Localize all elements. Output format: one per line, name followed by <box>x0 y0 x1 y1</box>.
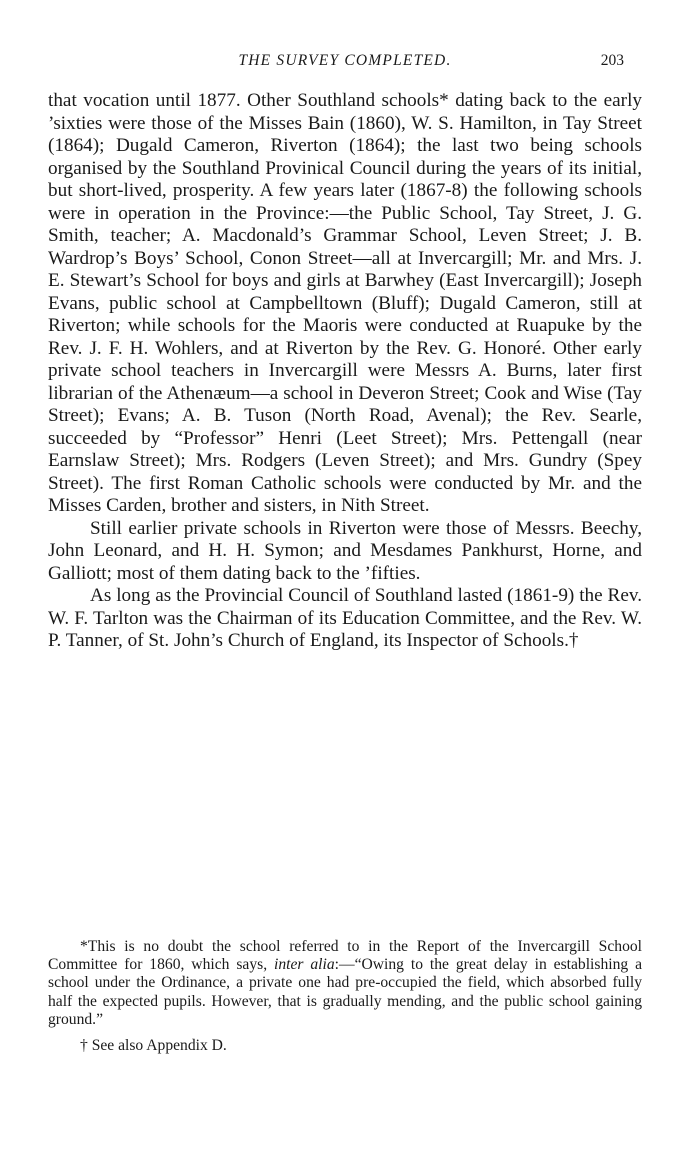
footnotes <box>48 938 642 1055</box>
running-title: THE SURVEY COMPLETED. <box>238 52 452 69</box>
running-header <box>48 52 642 76</box>
paragraph-2: Still earlier private schools in Riverton were those of Messrs. Beechy, John Leonard, and H. H. Symon; and Mesdames Pankhurst, Horne, and Galliott; most of them dating back to the ’fifties. <box>48 517 642 584</box>
body-text <box>48 90 642 653</box>
paragraph-1: that vocation until 1877. Other Southland schools* dating back to the early ’sixties were those of the Misses Bain (1860), W. S. Hamilton, in Tay Street (1864); Dugald Cameron, Riverton (1864); the last two being schools organised by the Southland Provinical Council during the years of its initial, but short-lived, prosperity. A few years later (1867-8) the following schools were in operation in the Province:—the Public School, Tay Street, J. G. Smith, teacher; A. Macdonald’s Grammar School, Leven Street; J. B. Wardrop’s Boys’ School, Conon Street—all at Invercargill; Mr. and Mrs. J. E. Stewart’s School for boys and girls at Barwhey (East Invercargill); Joseph Evans, public school at Campbelltown (Bluff); Dugald Cameron, still at Riverton; while schools for the Maoris were conducted at Ruapuke by the Rev. J. F. H. Wohlers, and at Riverton by the Rev. G. Honoré. Other early private school teachers in Invercargill were Messrs A. Burns, later first librarian of the Athenæum—a school in Deveron Street; Cook and Wise (Tay Street); Evans; A. B. Tuson (North Road, Avenal); the Rev. Searle, succeeded by “Professor” Henri (Leet Street); Mrs. Pettengall (near Earnslaw Street); Mrs. Rodgers (Leven Street); and Mrs. Gundry (Spey Street). The first Roman Catholic schools were conducted by Mr. and the Misses Carden, brother and sisters, in Nith Street. <box>48 90 642 516</box>
footnote-asterisk-end: :—“Owing to the great delay in establishing a school under the Ordinance, a private one had pre-occupied the field, which absorbed fully half the expected pupils. However, that is gradually mending, and the public school gaining ground.” <box>48 956 643 1028</box>
footnote-dagger: † See also Appendix D. <box>80 1037 227 1055</box>
footnote-asterisk-start: *This is no doubt the school referred to in the Report of the Invercargill School Committee for 1860, which says, <box>48 938 642 974</box>
footnote-asterisk-italic: inter alia <box>274 956 335 974</box>
paragraph-3: As long as the Provincial Council of Southland lasted (1861-9) the Rev. W. F. Tarlton was the Chairman of its Education Committee, and the Rev. W. P. Tanner, of St. John’s Church of England, its Inspector of Schools.† <box>48 585 642 651</box>
footnote-asterisk <box>48 938 642 1029</box>
page-number: 203 <box>600 52 624 69</box>
